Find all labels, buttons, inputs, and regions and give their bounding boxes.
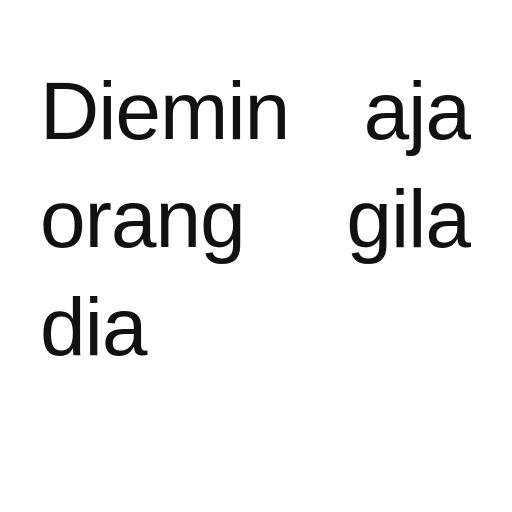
sticker-text	[40, 58, 470, 382]
word-5: dia	[40, 282, 147, 373]
word-3: orang	[40, 174, 245, 265]
word-4: gila	[346, 174, 470, 265]
word-2: aja	[363, 66, 470, 157]
word-1: Diemin	[40, 66, 290, 157]
